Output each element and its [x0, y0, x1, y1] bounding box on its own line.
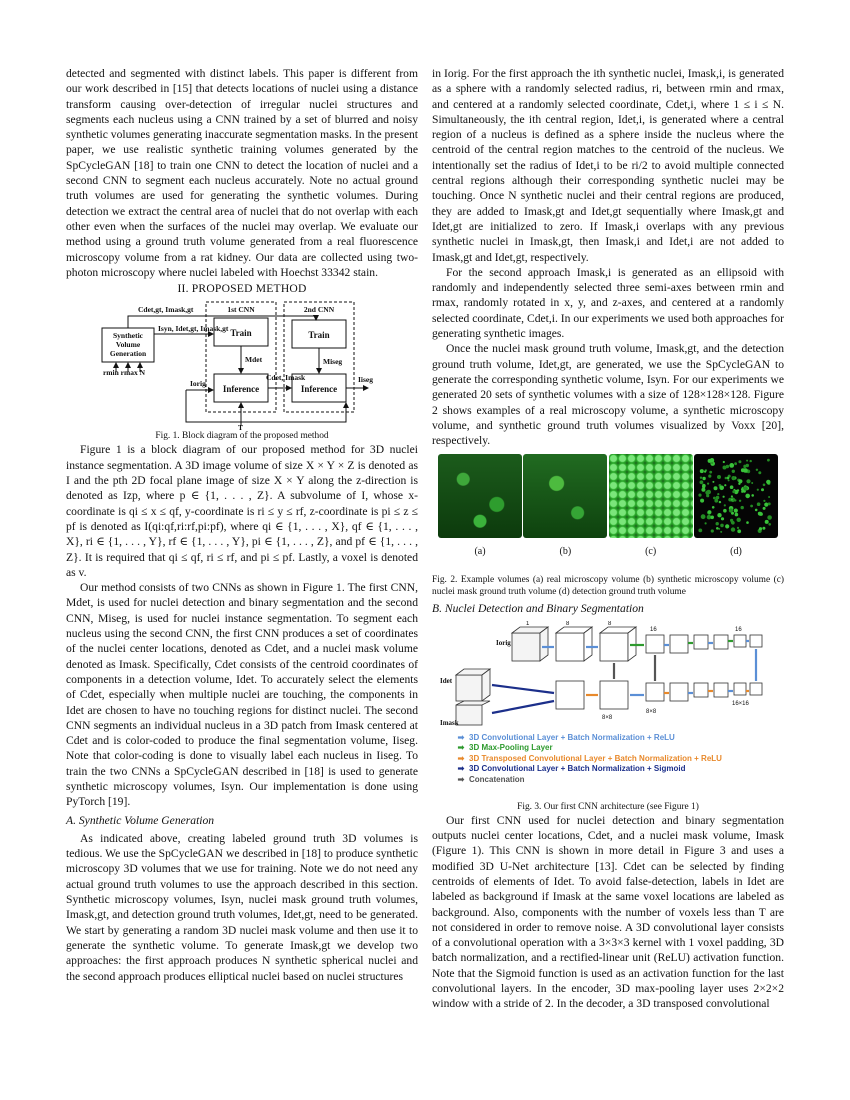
detection-dot: [751, 495, 754, 498]
detection-dot: [763, 507, 766, 510]
legend-item: [456, 775, 722, 786]
figure-3-cnn-architecture: [432, 621, 784, 801]
detection-dot: [758, 472, 761, 475]
detection-dot: [728, 480, 730, 482]
svg-label: Imask: [440, 718, 459, 727]
detection-dot: [738, 480, 742, 484]
detection-dot: [758, 512, 762, 516]
svg-label: 16: [735, 626, 742, 633]
svg-label: Generation: [109, 349, 147, 359]
detection-dot: [716, 527, 719, 530]
svg-label: Iorig: [496, 638, 511, 647]
detection-dot: [766, 480, 770, 484]
detection-dot: [712, 506, 715, 509]
svg-label: 8×8: [646, 708, 657, 715]
detection-dot: [720, 524, 724, 528]
arrow-icon: ➡: [457, 764, 465, 774]
figure-3-caption: Fig. 3. Our first CNN architecture (see Figure 1): [517, 801, 699, 812]
paragraph: in Iorig. For the first approach the ith synthetic nuclei, Imask,i, is generated as a sphere with a randomly selected radius, ri, between rmin and rmax, and centered at a randomly selected coordinate, Cdet,i, where 1 ≤ i ≤ N. Simultaneously, the ith central region, Idet,i, is generated where a central region of a nucleus is defined as a sphere inside the nucleus where the centroid of the central region matches to the centroid of the nucleus. We intentionally set the radius of Idet,i to be ri/2 to avoid multiple connected central regions although their corresponding synthetic nuclei may be touching. Once N synthetic nuclei and their central regions are produced, they are added to Imask,gt and Idet,gt sequentially where Imask,gt and Idet,gt are initialized to zero. If Imask,i overlaps with any previous synthetic nuclei in Imask,gt, then Imask,i and Idet,i are not added to Imask,gt and Idet,gt, respectively.: [432, 67, 784, 264]
panel-label: (b): [559, 546, 572, 558]
arrow-icon: ➡: [457, 753, 465, 763]
detection-dot: [732, 491, 735, 494]
detection-dot: [732, 470, 735, 473]
detection-dot: [743, 469, 748, 474]
detection-dot: [768, 523, 771, 526]
detection-dot: [734, 463, 737, 466]
svg-label: Synthetic: [113, 331, 143, 341]
detection-dot: [757, 489, 759, 491]
legend-label: 3D Convolutional Layer + Batch Normalization + Sigmoid: [469, 764, 686, 774]
detection-dot: [701, 515, 706, 520]
arrow-icon: ➡: [457, 732, 465, 742]
panel-label: (a): [474, 546, 486, 558]
detection-dot: [710, 516, 714, 520]
detection-dot: [708, 511, 712, 515]
detection-dot: [699, 481, 703, 485]
detection-dot: [731, 499, 733, 501]
legend-item: [456, 743, 722, 754]
subsection-heading: A. Synthetic Volume Generation: [66, 813, 215, 827]
detection-dot: [708, 475, 711, 478]
detection-dot: [750, 505, 753, 508]
detection-dot: [722, 466, 726, 470]
detection-dot: [711, 530, 714, 533]
synthetic-microscopy-volume-image: [523, 454, 607, 538]
real-microscopy-volume-image: [438, 454, 522, 538]
svg-label: 8: [566, 620, 570, 627]
svg-label: Mdet: [245, 355, 263, 365]
legend-label: 3D Max-Pooling Layer: [469, 743, 553, 753]
detection-dot: [701, 488, 705, 492]
paragraph: detected and segmented with distinct labels. This paper is different from our work described in [15] that detects locations of nuclei using a distance transform causing over-detection of irregular nuclei structures and segments each nucleus using a CNN trained by a set of blurred and noisy synthetic volumes generating inaccurate segmentation masks. In the present paper, we use realistic synthetic training volumes generated by the SpCycleGAN [18] to train one CNN to detect the location of nuclei and a second CNN to segment each nucleus accurately. Note no actual ground truth volumes are used for generating the synthetic volumes. During detection we extract the central area of nuclei that do not overlap with each other even when the surfaces of the nuclei may overlap. We evaluate our method using a ground truth volume generated from a real fluorescence microscopy volume from a rat kidney. Our data are collected using two-photon microscopy where nuclei labeled with Hoechst 33342 stain.: [66, 67, 418, 279]
detection-dot: [717, 493, 719, 495]
detection-dot: [763, 484, 766, 487]
arrow-icon: ➡: [457, 743, 465, 753]
detection-dot: [765, 520, 769, 524]
detection-dot: [764, 503, 768, 507]
svg-label: Miseg: [323, 357, 343, 367]
detection-dot: [731, 496, 733, 498]
figure-1-caption: Fig. 1. Block diagram of the proposed method: [155, 431, 329, 442]
detection-dot: [725, 477, 728, 480]
detection-dot: [702, 484, 705, 487]
detection-dot: [709, 471, 712, 474]
detection-dot: [715, 522, 718, 525]
panel-label: (d): [730, 546, 742, 558]
arrow-icon: ➡: [457, 774, 465, 784]
detection-dot: [738, 461, 741, 464]
detection-dot: [761, 489, 764, 492]
detection-dot: [739, 500, 741, 502]
detection-dot: [746, 480, 750, 484]
detection-dot: [719, 501, 721, 503]
detection-dot: [763, 500, 765, 502]
detection-dot: [704, 471, 706, 473]
detection-dot: [757, 503, 761, 507]
detection-dot: [745, 494, 750, 499]
detection-dot: [721, 518, 724, 521]
detection-dots: [694, 454, 778, 538]
section-heading: II. PROPOSED METHOD: [177, 282, 307, 296]
detection-dot: [768, 503, 771, 506]
detection-dot: [724, 505, 726, 507]
svg-label: 1: [526, 620, 530, 627]
detection-dot: [700, 499, 704, 503]
detection-dot: [751, 482, 753, 484]
detection-dot: [767, 516, 772, 521]
paragraph: Figure 1 is a block diagram of our proposed method for 3D nuclei instance segmentation. A 3D image volume of size X × Y × Z is denoted as I and the pth 2D focal plane image of size X × Y along the z-direction is denoted as Izp, where p ∈ {1, . . . , Z}. A subvolume of I, whose x-coordinate is qi ≤ x ≤ qf, y-coordinate is ri ≤ y ≤ rf, z-coordinate is pi ≤ z ≤ pf is denoted as I(qi:qf,ri:rf,pi:pf), where qi ∈ {1, . . . , X}, qf ∈ {1, . . . , X}, ri ∈ {1, . . . , Y}, rf ∈ {1, . . . , Y}, pi ∈ {1, . . . , Z}, and pf ∈ {1, . . . , Z}. It is required that qi ≤ qf, ri ≤ rf, and pi ≤ pf. Lastly, a voxel is denoted as v.: [66, 443, 418, 579]
svg-label: Iorig: [190, 379, 206, 389]
detection-dot: [705, 491, 709, 495]
detection-dot: [725, 525, 729, 529]
detection-dot: [731, 528, 735, 532]
figure-2-panel-a: [438, 454, 522, 559]
detection-dot: [729, 509, 733, 513]
right-column: [432, 66, 784, 1012]
detection-dot: [737, 527, 739, 529]
paragraph: Our first CNN used for nuclei detection and binary segmentation outputs nuclei center locations, Cdet, and a nuclei mask volume, Imask (Figure 1). This CNN is shown in more detail in Figure 3 and uses a modified 3D U-Net architecture [13]. Cdet can be selected by finding centroids of elements of Idet. To avoid false-detection, labels in Idet are labeled as background if Imask at the same voxel locations are labeled as background. Also, components with the number of voxels less than T are not considered in order to remove noise. A 3D convolutional layer consists of a convolutional operation with a 3×3×3 kernel with 1 voxel padding, 3D batch normalization, and a rectified-linear unit (ReLU) activation function. Note that the Sigmoid function is used as an activation function for the last convolutional layers. In the encoder, 3D max-pooling layer uses 2×2×2 window with a stride of 2. In the decoder, a 3D transposed convolutional: [432, 813, 784, 1011]
detection-dot: [743, 467, 745, 469]
cnn-architecture-diagram: [432, 621, 784, 731]
svg-label: T: [238, 423, 244, 431]
svg-label: 1st CNN: [227, 305, 255, 315]
detection-dot: [759, 528, 762, 531]
svg-label: Train: [308, 330, 330, 341]
svg-label: Idet: [440, 676, 453, 685]
detection-dot: [717, 475, 721, 479]
detection-dot: [704, 523, 706, 525]
detection-dot: [700, 477, 702, 479]
svg-label: Train: [230, 328, 252, 339]
svg-label: Inference: [222, 384, 260, 395]
left-column: [66, 66, 418, 984]
detection-dot: [740, 506, 743, 509]
paragraph: As indicated above, creating labeled ground truth 3D volumes is tedious. We use the SpCycleGAN we described in [18] to produce synthetic microscopy 3D volumes that we use for training. Note we do not need any actual ground truth volumes to use the approach described in this section. Synthetic microscopy volumes, Isyn, nuclei mask ground truth volumes, Imask,gt, and detection ground truth volumes, Idet,gt, need to be generated. We start by generating a random 3D nuclei mask volume and then use it to generate the synthetic volume. To generate Imask,gt we develop two approaches: the first approach produces N synthetic spherical nuclei and the second approach produces elliptical nuclei based on nuclei structures: [66, 831, 418, 983]
nuclei-mask-ground-truth-image: [609, 454, 693, 538]
svg-label: 2nd CNN: [303, 305, 335, 315]
detection-dot: [724, 485, 726, 487]
legend-label: 3D Convolutional Layer + Batch Normalization + ReLU: [469, 732, 675, 742]
detection-dot: [749, 460, 751, 462]
detection-dot: [746, 460, 748, 462]
subsection-heading: B. Nuclei Detection and Binary Segmentation: [432, 602, 644, 616]
detection-dot: [731, 476, 735, 480]
detection-dot: [734, 509, 738, 513]
detection-dot: [736, 518, 740, 522]
detection-dot: [737, 530, 741, 534]
detection-dot: [698, 494, 701, 497]
svg-label: Inference: [300, 384, 338, 395]
detection-dot: [767, 459, 770, 462]
detection-dot: [698, 529, 702, 533]
legend-item: [456, 764, 722, 775]
svg-label: 16: [650, 626, 657, 633]
svg-label: Cdet, Imask: [266, 373, 306, 383]
figure-2-panel-b: [523, 454, 607, 559]
detection-dot: [707, 483, 709, 485]
detection-dot: [768, 496, 770, 498]
detection-dot: [735, 513, 739, 517]
figure-2-caption: Fig. 2. Example volumes (a) real microscopy volume (b) synthetic microscopy volume (c) nuclei mask ground truth volume (d) detection ground truth volume: [432, 575, 784, 598]
detection-dot: [722, 496, 724, 498]
block-diagram: [66, 298, 418, 430]
svg-label: 8×8: [602, 714, 613, 721]
detection-dot: [720, 531, 722, 533]
detection-dot: [723, 509, 727, 513]
svg-label: Volume: [115, 340, 141, 350]
detection-dot: [714, 499, 718, 503]
detection-dot: [731, 521, 734, 524]
figure-1-block-diagram: [66, 298, 418, 442]
svg-label: 8: [608, 620, 612, 627]
detection-dot: [746, 522, 749, 525]
detection-dot: [702, 477, 705, 480]
panel-label: (c): [645, 546, 657, 558]
detection-dot: [719, 486, 724, 491]
detection-dot: [723, 461, 725, 463]
paragraph: For the second approach Imask,i is generated as an ellipsoid with randomly and independently selected three semi-axes between rmin and rmax, randomly rotated in x, y, and z-axes, and centered at a randomly selected coordinate, Cdet,i. In our experiments we used both approaches for generating synthetic images.: [432, 265, 784, 341]
detection-dot: [729, 463, 734, 468]
figure-3-legend: [456, 733, 722, 786]
svg-label: rmin rmax N: [102, 368, 146, 378]
detection-dot: [700, 470, 704, 474]
legend-item: [456, 754, 722, 765]
detection-dot: [717, 513, 721, 517]
legend-item: [456, 733, 722, 744]
detection-dot: [743, 487, 747, 491]
svg-label: Cdet,gt, Imask,gt: [138, 305, 194, 315]
paragraph: Once the nuclei mask ground truth volume, Imask,gt, and the detection ground truth volume, Idet,gt, are generated, we use the SpCycleGAN to generate the corresponding synthetic volume, Isyn. For our experiments we generated 20 sets of synthetic volumes with a size of 128×128×128. Figure 2 shows examples of a real microscopy volume, a synthetic microscopy volume, and synthetic ground truth volumes visualized by Voxx [20], respectively.: [432, 342, 784, 448]
detection-dot: [712, 481, 714, 483]
legend-label: 3D Transposed Convolutional Layer + Batch Normalization + ReLU: [469, 753, 722, 763]
detection-dot: [713, 497, 716, 500]
paragraph: Our method consists of two CNNs as shown in Figure 1. The first CNN, Mdet, is used for nuclei detection and binary segmentation and the second CNN, Miseg, is used for nuclei instance segmentation. To segment each nucleus using the second CNN, the first CNN produces a set of coordinates of the nuclei center locations, denoted as Cdet, and a nuclei mask volume denoted as Imask. Specifically, Cdet consists of the centroid coordinates of components in a detection volume, Idet. To accurately select the elements of Cdet, especially when multiple nuclei are touching, the components in Idet are chosen to have no touching regions for distinct nuclei. The second CNN segments an individual nucleus in a 3D patch from Imask centered at Cdet and is color-coded to produce the final segmentation volume, Iiseg. Note that color-coding is done to visually label each nucleus in Iiseg. To train the two CNNs a SpCycleGAN described in [18] is used to generate synthetic microscopy volumes, Isyn. Our implementation is done using PyTorch [19].: [66, 581, 418, 809]
detection-dot: [762, 527, 765, 530]
detection-dot: [730, 486, 734, 490]
detection-ground-truth-image: [694, 454, 778, 538]
detection-dot: [756, 469, 758, 471]
figure-2-panel-d: [694, 454, 778, 559]
svg-label: 16×16: [732, 700, 749, 707]
svg-label: Iiseg: [358, 375, 373, 385]
legend-label: Concatenation: [469, 774, 525, 784]
figure-2-example-volumes: [432, 454, 784, 572]
detection-dot: [713, 487, 717, 491]
detection-dot: [755, 509, 758, 512]
detection-dot: [708, 459, 712, 463]
figure-2-panel-c: [609, 454, 693, 559]
svg-label: Isyn, Idet,gt, Imask,gt: [158, 324, 229, 334]
